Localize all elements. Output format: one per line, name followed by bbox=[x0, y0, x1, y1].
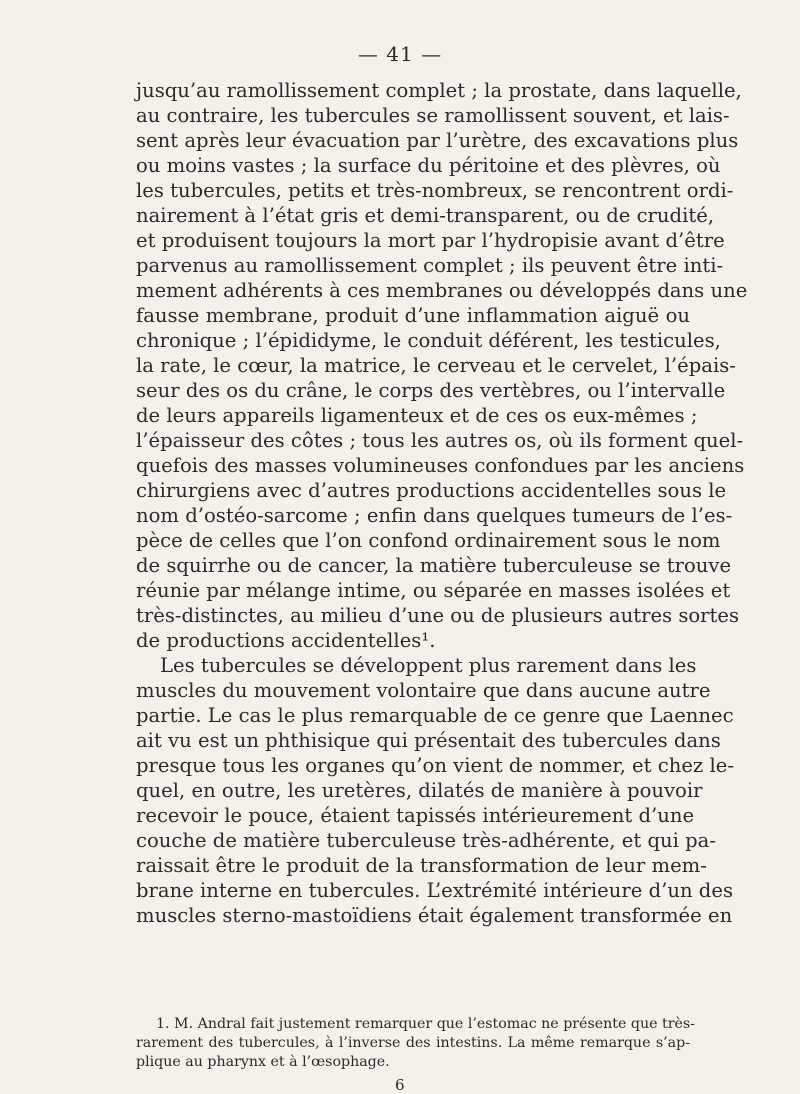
main-text bbox=[136, 78, 748, 928]
text-line: nairement à l’état gris et demi-transparent, ou de crudité, bbox=[136, 204, 715, 227]
text-line: ait vu est un phthisique qui présentait des tubercules dans bbox=[136, 729, 721, 752]
text-line: très-distinctes, au milieu d’une ou de plusieurs autres sortes bbox=[136, 604, 740, 627]
text-line: de productions accidentelles¹. bbox=[136, 629, 436, 652]
text-line: jusqu’au ramollissement complet ; la prostate, dans laquelle, bbox=[136, 79, 742, 102]
text-line: muscles sterno-mastoïdiens était également transformée en bbox=[136, 904, 733, 927]
text-line: pèce de celles que l’on confond ordinairement sous le nom bbox=[136, 529, 721, 552]
footnotes bbox=[136, 1015, 695, 1072]
footnote-line: 1. M. Andral fait justement remarquer que l’estomac ne présente que très- bbox=[156, 1016, 695, 1032]
text-line: au contraire, les tubercules se ramollissent souvent, et lais- bbox=[136, 104, 730, 127]
text-line: couche de matière tuberculeuse très-adhérente, et qui pa- bbox=[136, 829, 716, 852]
text-line: sent après leur évacuation par l’urètre, des excavations plus bbox=[136, 129, 739, 152]
text-line: seur des os du crâne, le corps des vertèbres, ou l’intervalle bbox=[136, 379, 726, 402]
text-line: fausse membrane, produit d’une inflammation aiguë ou bbox=[136, 304, 690, 327]
text-line: raissait être le produit de la transformation de leur mem- bbox=[136, 854, 707, 877]
footnote-line: rarement des tubercules, à l’inverse des intestins. La même remarque s’ap- bbox=[136, 1035, 690, 1051]
text-line: la rate, le cœur, la matrice, le cerveau et le cervelet, l’épais- bbox=[136, 354, 736, 377]
text-line: mement adhérents à ces membranes ou développés dans une bbox=[136, 279, 748, 302]
text-line: chirurgiens avec d’autres productions accidentelles sous le bbox=[136, 479, 727, 502]
text-line: et produisent toujours la mort par l’hydropisie avant d’être bbox=[136, 229, 725, 252]
page-number: — 41 — bbox=[357, 42, 443, 66]
text-line: presque tous les organes qu’on vient de nommer, et chez le- bbox=[136, 754, 734, 777]
text-line: partie. Le cas le plus remarquable de ce genre que Laennec bbox=[136, 704, 734, 727]
text-line: les tubercules, petits et très-nombreux, se rencontrent ordi- bbox=[136, 179, 734, 202]
paragraph-start-line: Les tubercules se développent plus rarement dans les bbox=[160, 654, 697, 677]
text-line: muscles du mouvement volontaire que dans aucune autre bbox=[136, 679, 711, 702]
text-line: recevoir le pouce, étaient tapissés intérieurement d’une bbox=[136, 804, 695, 827]
text-line: ou moins vastes ; la surface du péritoine et des plèvres, où bbox=[136, 154, 721, 177]
text-line: l’épaisseur des côtes ; tous les autres os, où ils forment quel- bbox=[136, 429, 744, 452]
text-line: chronique ; l’épididyme, le conduit déférent, les testicules, bbox=[136, 329, 721, 352]
text-line: brane interne en tubercules. L’extrémité intérieure d’un des bbox=[136, 879, 733, 902]
footnote-line: plique au pharynx et à l’œsophage. bbox=[136, 1054, 390, 1070]
text-line: de leurs appareils ligamenteux et de ces os eux-mêmes ; bbox=[136, 404, 698, 427]
text-line: réunie par mélange intime, ou séparée en masses isolées et bbox=[136, 579, 731, 602]
text-line: quefois des masses volumineuses confondues par les anciens bbox=[136, 454, 745, 477]
signature-mark: 6 bbox=[395, 1076, 405, 1094]
text-line: de squirrhe ou de cancer, la matière tuberculeuse se trouve bbox=[136, 554, 732, 577]
text-line: parvenus au ramollissement complet ; ils peuvent être inti- bbox=[136, 254, 724, 277]
text-line: nom d’ostéo-sarcome ; enfin dans quelques tumeurs de l’es- bbox=[136, 504, 733, 527]
text-line: quel, en outre, les uretères, dilatés de manière à pouvoir bbox=[136, 779, 703, 802]
